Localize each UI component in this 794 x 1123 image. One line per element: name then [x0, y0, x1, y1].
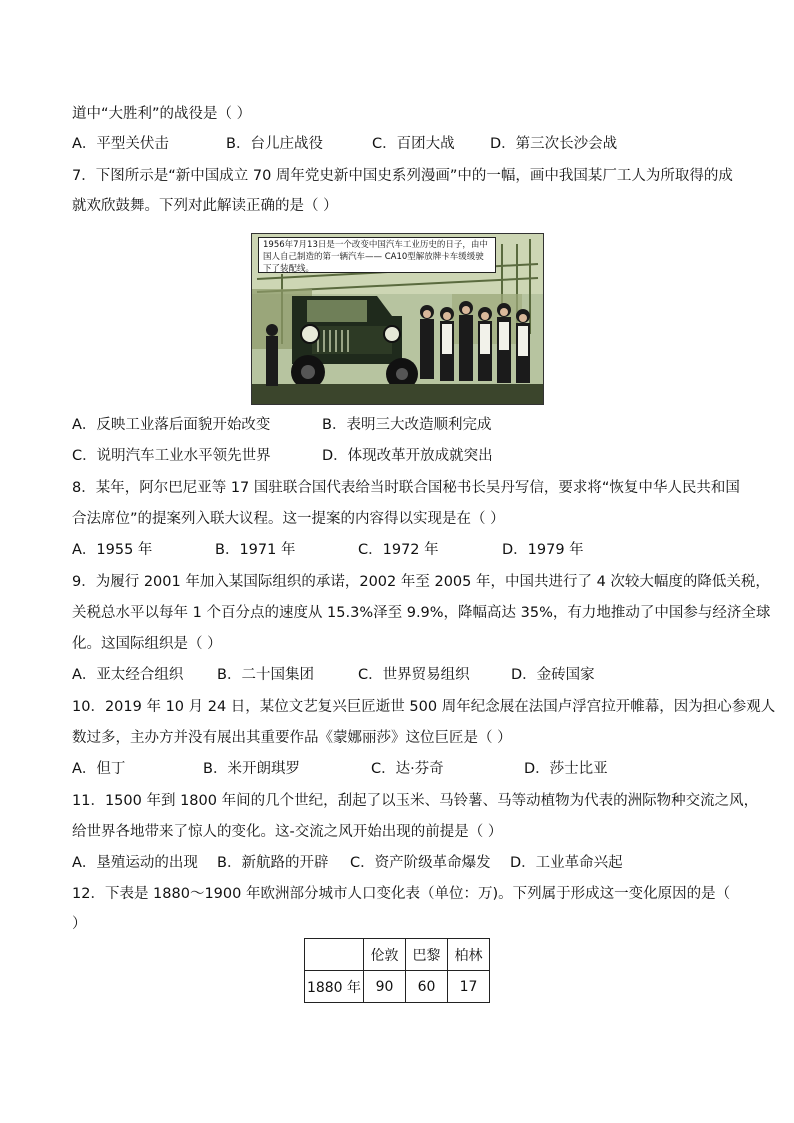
table-header-cell: 伦敦 [364, 939, 406, 971]
table-header-cell: 巴黎 [406, 939, 448, 971]
question-9-stem-line3: 化。这国际组织是（ ） [72, 636, 222, 652]
q7-option-b[interactable]: B．表明三大改造顺利完成 [322, 417, 492, 433]
population-table [304, 938, 490, 1003]
question-9-stem-line1: 9．为履行 2001 年加入某国际组织的承诺，2002 年至 2005 年，中国共进行了 4 次较大幅度的降低关税， [72, 574, 770, 590]
question-10-stem-line1: 10．2019 年 10 月 24 日，某位文艺复兴巨匠逝世 500 周年纪念展在法国卢浮宫拉开帷幕，因为担心参观人 [72, 699, 776, 715]
question-12-stem-line2: ） [72, 916, 87, 932]
q6-option-a[interactable]: A．平型关伏击 [72, 136, 169, 152]
table-cell: 90 [364, 971, 406, 1003]
q6-option-c[interactable]: C．百团大战 [372, 136, 455, 152]
q7-option-a[interactable]: A．反映工业落后面貌开始改变 [72, 417, 271, 433]
q10-option-d[interactable]: D．莎士比亚 [524, 761, 608, 777]
q8-option-d[interactable]: D．1979 年 [502, 542, 584, 558]
question-11-stem-line1: 11．1500 年到 1800 年间的几个世纪，刮起了以玉米、马铃薯、马等动植物为代表的洲际物种交流之风， [72, 793, 759, 809]
q9-option-c[interactable]: C．世界贸易组织 [358, 667, 470, 683]
table-header-cell: 柏林 [448, 939, 490, 971]
q10-option-a[interactable]: A．但丁 [72, 761, 126, 777]
q11-option-a[interactable]: A．垦殖运动的出现 [72, 855, 198, 871]
question-7-stem-line2: 就欢欣鼓舞。下列对此解读正确的是（ ） [72, 198, 338, 214]
question-8-stem-line2: 合法席位”的提案列入联大议程。这一提案的内容得以实现是在（ ） [72, 511, 505, 527]
table-cell: 1880 年 [305, 971, 364, 1003]
q9-option-b[interactable]: B．二十国集团 [217, 667, 314, 683]
table-cell: 60 [406, 971, 448, 1003]
q8-option-b[interactable]: B．1971 年 [215, 542, 296, 558]
question-7-stem-line1: 7．下图所示是“新中国成立 70 周年党史新中国史系列漫画”中的一幅，画中我国某厂工人为所取得的成 [72, 168, 733, 184]
q8-option-a[interactable]: A．1955 年 [72, 542, 153, 558]
table-header-cell [305, 939, 364, 971]
table-row [305, 971, 490, 1003]
question-10-stem-line2: 数过多，主办方并没有展出其重要作品《蒙娜丽莎》这位巨匠是（ ） [72, 730, 512, 746]
q7-option-d[interactable]: D．体现改革开放成就突出 [322, 448, 493, 464]
question-8-stem-line1: 8．某年，阿尔巴尼亚等 17 国驻联合国代表给当时联合国秘书长吴丹写信，要求将“恢复中华人民共和国 [72, 480, 740, 496]
q9-option-a[interactable]: A．亚太经合组织 [72, 667, 184, 683]
q10-option-c[interactable]: C．达·芬奇 [371, 761, 444, 777]
question-9-stem-line2: 关税总水平以每年 1 个百分点的速度从 15.3%泽至 9.9%，降幅高达 35%，有力地推动了中国参与经济全球 [72, 605, 771, 621]
cartoon-caption: 1956年7月13日是一个改变中国汽车工业历史的日子，由中国人自己制造的第一辆汽车—— CA10型解放牌卡车缓缓驶下了装配线。 [258, 237, 496, 273]
table-cell: 17 [448, 971, 490, 1003]
q11-option-d[interactable]: D．工业革命兴起 [510, 855, 623, 871]
q6-option-d[interactable]: D．第三次长沙会战 [490, 136, 618, 152]
q6-option-b[interactable]: B．台儿庄战役 [226, 136, 323, 152]
q7-option-c[interactable]: C．说明汽车工业水平领先世界 [72, 448, 271, 464]
cartoon-image [251, 233, 544, 405]
question-11-stem-line2: 给世界各地带来了惊人的变化。这-交流之风开始出现的前提是（ ） [72, 824, 503, 840]
table-header-row [305, 939, 490, 971]
q10-option-b[interactable]: B．米开朗琪罗 [203, 761, 300, 777]
q11-option-c[interactable]: C．资产阶级革命爆发 [350, 855, 491, 871]
q9-option-d[interactable]: D．金砖国家 [511, 667, 595, 683]
q11-option-b[interactable]: B．新航路的开辟 [217, 855, 329, 871]
question-6-stem-end: 道中“大胜利”的战役是（ ） [72, 106, 252, 122]
question-12-stem-line1: 12．下表是 1880～1900 年欧洲部分城市人口变化表（单位：万)。下列属于形成这一变化原因的是（ [72, 886, 731, 902]
q8-option-c[interactable]: C．1972 年 [358, 542, 439, 558]
